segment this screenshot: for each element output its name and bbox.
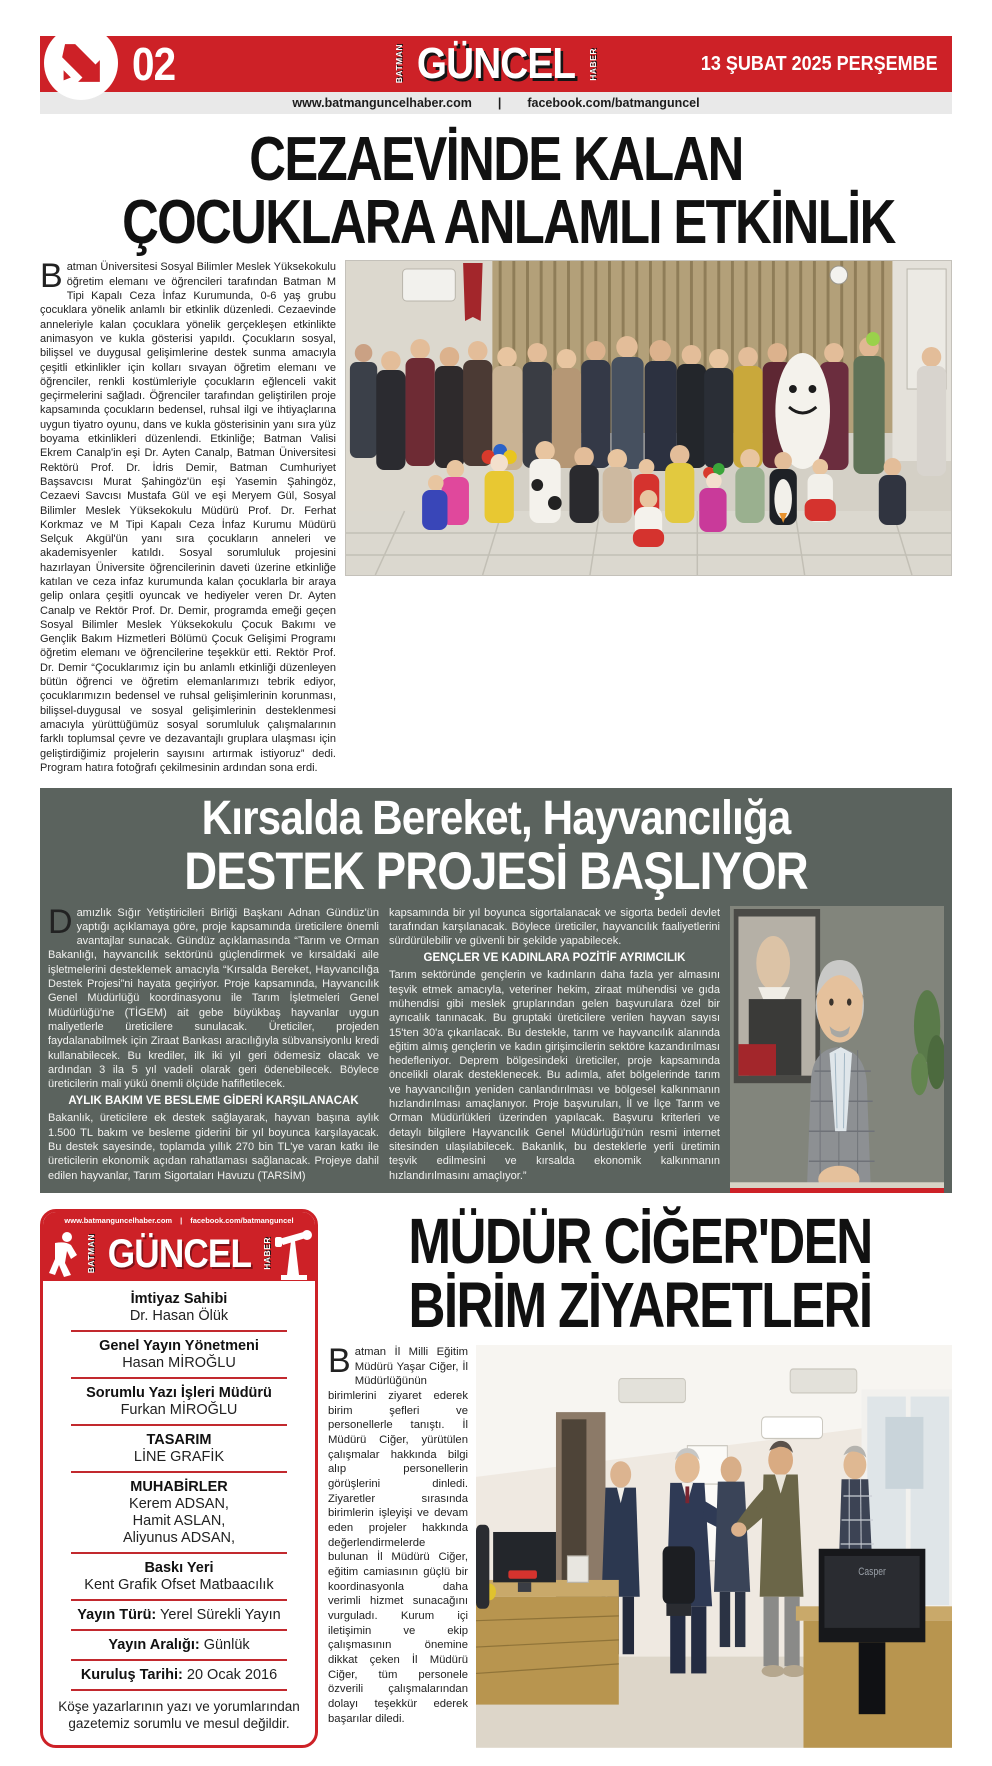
imprint-inline-value: Yerel Sürekli Yayın — [160, 1606, 281, 1623]
imprint-url-separator: | — [180, 1215, 183, 1225]
article2-col2-paragraph2: Tarım sektöründe gençlerin ve kadınların daha fazla yer almasını teşvik etmek amacıyla, veteriner hekim, ziraat mühendisi ve gıda mühendisi gibi meslek gruplarından gelen başvurulara özel bir ayrıcalık tanınacak. Bu gruptaki üreticilere verilen hayvan sayısı 15'ten 30'a çıkarılacak. Bu destekle, tarım ve hayvancılık alanında eğitim almış gençlerin ve kadın girişimcilerin sektöre kazandırılması hedefleniyor. Deprem bölgesindeki üreticiler, proje kapsamında öncelikli olarak desteklenecek. Bu adımla, afet bölgelerinde tarım ve hayvancılığın yeniden canlandırılması ve bölgesel kalkınmanın hızlandırılması amaçlanıyor. Proje başvuruları, İl ve İlçe Tarım ve Orman Müdürlükleri üzerinden yapılacak. Başvuru kriterleri ve detaylı bilgilere Hayvancılık Genel Müdürlüğü'nün resmi internet sitesinden ulaşılabilecek. Bakanlık, bu desteklerle yerli üretimin teşvik edilmesini ve kırsalda ekonomik kalkınmanın hızlandırılmasını amaçlıyor.” — [389, 969, 720, 1182]
imprint-divider — [71, 1552, 287, 1554]
imprint-inline-label: Yayın Aralığı: — [108, 1636, 200, 1653]
portrait-photo-illustration — [730, 906, 944, 1188]
imprint-label: Sorumlu Yazı İşleri Müdürü — [86, 1384, 272, 1401]
article1-headline — [40, 125, 952, 258]
imprint-label: TASARIM — [146, 1431, 212, 1448]
article2-col2-paragraph1: kapsamında bir yıl boyunca sigortalanacak ve sigorta bedeli devlet tarafından karşılanacak. Böylece üreticiler, hayvancılık faaliyetlerini sürdürülebilir ve güvenli bir şekilde yapabilecek. — [389, 906, 720, 948]
section3 — [40, 1204, 952, 1748]
article2-column2 — [389, 906, 720, 1193]
imprint-logo-haber: HABER — [262, 1237, 273, 1271]
article1-dropcap: B — [40, 257, 63, 296]
clown2-figure — [699, 463, 726, 532]
article2-block — [40, 788, 952, 1193]
article1-photo — [345, 260, 952, 576]
oil-pump-silhouette-icon — [273, 1229, 313, 1281]
article3-headline-line1: MÜDÜR CİĞER'DEN — [408, 1204, 872, 1277]
imprint-value: Hamit ASLAN, — [132, 1512, 226, 1529]
article2-photo — [730, 906, 944, 1193]
chair-back — [476, 1525, 489, 1609]
imprint-divider — [71, 1629, 287, 1631]
imprint-divider — [71, 1377, 287, 1379]
imprint-value: Hasan MİROĞLU — [122, 1354, 236, 1371]
imprint-divider — [71, 1659, 287, 1661]
article2-headline-line2: DESTEK PROJESİ BAŞLIYOR — [184, 841, 808, 901]
article3-headline-line2: BİRİM ZİYARETLERİ — [408, 1268, 872, 1341]
clock-icon — [830, 266, 848, 284]
website-url: www.batmanguncelhaber.com — [292, 96, 472, 110]
imprint-divider — [71, 1330, 287, 1332]
imprint-body — [43, 1281, 315, 1745]
logo-batman-label: BATMAN — [394, 44, 405, 84]
imprint-divider — [71, 1689, 287, 1691]
imprint-inline-label: Kuruluş Tarihi: — [80, 1666, 183, 1683]
imprint-value: Aliyunus ADSAN, — [122, 1529, 236, 1546]
imprint-value: Dr. Hasan Ölük — [129, 1307, 229, 1324]
tooth-mascot — [775, 353, 830, 469]
article1-body — [40, 257, 336, 775]
handshake — [731, 1522, 746, 1536]
logo-haber-label: HABER — [587, 47, 598, 81]
group-photo-illustration — [346, 261, 951, 575]
office-chair — [663, 1546, 695, 1616]
imprint-inline-row — [51, 1637, 307, 1653]
clown-figure — [482, 444, 517, 523]
imprint-value: Furkan MİROĞLU — [120, 1401, 238, 1418]
imprint-inline-value: Günlük — [203, 1636, 250, 1653]
article1 — [40, 257, 952, 775]
imprint-website-url: www.batmanguncelhaber.com — [64, 1215, 173, 1225]
logo-main-label: GÜNCEL — [416, 39, 576, 88]
imprint-divider — [71, 1424, 287, 1426]
article2-headline-line1: Kırsalda Bereket, Hayvancılığa — [201, 792, 791, 846]
article2-column1 — [48, 902, 379, 1193]
arrow-badge — [44, 26, 118, 100]
imprint-value: Kent Grafik Ofset Matbaacılık — [84, 1576, 274, 1593]
imprint-divider — [71, 1471, 287, 1473]
imprint-box — [40, 1209, 318, 1748]
ac-unit — [762, 1417, 823, 1439]
imprint-logo — [43, 1227, 315, 1281]
flag-icon — [463, 263, 483, 321]
imprint-value: LİNE GRAFİK — [133, 1448, 225, 1465]
article1-headline-line2: ÇOCUKLARA ANLAMLI ETKİNLİK — [122, 188, 895, 258]
article3-body — [328, 1341, 468, 1748]
page-number: 02 — [132, 38, 176, 90]
article1-headline-line1: CEZAEVİNDE KALAN — [249, 125, 743, 194]
imprint-label: Genel Yayın Yönetmeni — [99, 1337, 259, 1354]
imprint-label: MUHABİRLER — [130, 1478, 228, 1495]
article2-dropcap: D — [48, 902, 73, 941]
monitor-brand-text: Casper — [858, 1566, 886, 1579]
issue-date: 13 ŞUBAT 2025 PERŞEMBE — [700, 52, 938, 75]
imprint-inline-row — [51, 1667, 307, 1683]
article1-text: atman Üniversitesi Sosyal Bilimler Meslek Yüksekokulu öğretim elemanı ve öğrencileri tarafından Batman M Tipi Kapalı Ceza İnfaz Kurumunda, 0-6 yaş grubu çocuklara yönelik anlamlı bir etkinlik düzenledi. Cezaevinde anneleriyle kalan çocuklara yönelik gerçekleşen etkinlikte animasyon ve kukla gösterisi yapıldı. Çocukların sosyal, bilişsel ve duygusal gelişimlerine destek sunma amacıyla çeşitli etkinlikler için kolları sıvayan öğretim elemanı ve öğrenciler, renkli kostümleriyle çocukların eğlenceli vakit geçirmelerini sağladı. Öğrenciler tarafından geliştirilen proje kapsamında çocukların bedensel, ruhsal ilgi ve ihtiyaçlarına uygun tiyatro oyunu, dans ve kukla gösterisinin yanı sıra yüz boyama etkinlikleri düzenlendi. Etkinliğe; Batman Valisi Ekrem Canalp'in eşi Dr. Ayten Canalp, Batman Üniversitesi Rektörü Prof. Dr. İdris Demir, Batman Cumhuriyet Başsavcısı Murat Şahingöz'ün eşi Yasemin Şahingöz, Cezaevi Savcısı Mustafa Gül ve eşi Meryem Gül, Sosyal Bilimler Meslek Yüksekokulu Müdürü Prof. Dr. Ferhat Korkmaz ve M Tipi Kapalı Ceza İnfaz Kurumu Müdürü Selçuk Akgül'ün yanı sıra çocukların anneleri ve akademisyenler katıldı. Sosyal sorumluluk projesini hazırlayan Üniversite öğrencilerinin daveti üzerine etkinliğe katılan ve ceza infaz kurumunda kalan çocuklarla bir araya gelip onlara çeşitli oyuncak ve hediyeler veren Dr. Ayten Canalp ve Rektör Prof. Dr. Demir, programda emeği geçen Sosyal Bilimler Meslek Yüksekokulu Çocuk Bakımı ve Gençlik Bakım Hizmetleri Bölümü Çocuk Gelişimi Programı öğretim elemanı ve öğrencilerine teşekkür etti. Rektör Prof. Dr. Demir “Çocuklarımız için bu anlamlı etkinliği düzenleyen bütün öğrenci ve öğretim elemanlarımızı tebrik ediyor, çocuklarımızın bedensel ve ruhsal gelişimlerinin korunması, bilişsel-duygusal ve sosyal gelişimlerinin desteklenmesi amacıyla yürüttüğümüz sosyal sorumluluk çalışmalarının farklı toplumsal çevre ve dezavantajlı gruplara ulaşması için geliştirdiğimiz projelerin sayısını artırmak istiyoruz” dedi. Program hatıra fotoğrafı çekilmesinin ardından sona erdi. — [40, 261, 336, 774]
article3 — [328, 1204, 952, 1748]
header-bar — [40, 36, 952, 92]
facebook-url: facebook.com/batmanguncel — [527, 96, 700, 110]
imprint-facebook-url: facebook.com/batmanguncel — [190, 1215, 294, 1225]
dancer-silhouette-icon — [47, 1229, 81, 1279]
photo-red-rule — [730, 1188, 944, 1193]
imprint-value: Kerem ADSAN, — [129, 1495, 229, 1512]
imprint-logo-main: GÜNCEL — [107, 1231, 251, 1276]
url-separator: | — [497, 96, 502, 110]
imprint-disclaimer: Köşe yazarlarının yazı ve yorumlarından gazetemiz sorumlu ve mesul değildir. — [58, 1698, 300, 1731]
imprint-inline-label: Yayın Türü: — [77, 1606, 157, 1623]
newspaper-logo — [394, 39, 598, 88]
url-bar — [40, 92, 952, 114]
imprint-url-bar — [43, 1212, 315, 1227]
ataturk-portrait — [734, 909, 820, 1083]
article2-col2-subhead: GENÇLER VE KADINLARA POZİTİF AYRIMCILIK — [423, 952, 686, 965]
imprint-logo-batman: BATMAN — [85, 1234, 96, 1274]
article2-col1-paragraph2: Bakanlık, üreticilere ek destek sağlayarak, hayvan başına aylık 1.500 TL bakım ve besleme giderini bir yıl boyunca karşılayacak. Bu destek sayesinde, toplamda yıllık 270 bin TL'ye varan katkı ile üreticilerin ekonomik açıdan rahatlaması sağlanacak. Projeye dahil edilen hayvanlar, Tarım Sigortaları Havuzu (TARSİM) — [48, 1112, 379, 1182]
imprint-inline-row — [51, 1607, 307, 1623]
article3-dropcap: B — [328, 1341, 351, 1380]
article3-text: atman İl Milli Eğitim Müdürü Yaşar Ciğer, İl Müdürlüğünün birimlerini ziyaret ederek birim şefleri ve personellerle tanıştı. İl Müdürü Ciğer, yürütülen çalışmalar hakkında bilgi alıp personellerin görüşlerini dinledi. Ziyaretler sırasında birimlerin işleyişi ve devam eden projeler hakkında değerlendirmelerde bulunan İl Müdürü Ciğer, eğitim camiasının güçlü bir koordinasyonla daha verimli hizmet sunacağını vurguladı. Kurum içi iletişimin ve ekip çalışmasının önemine dikkat çeken İl Müdürü Ciğer, tüm personele özverili çalışmalarından dolayı teşekkür ederek başarılar diledi. — [328, 1345, 468, 1725]
imprint-divider — [71, 1599, 287, 1601]
imprint-label: Baskı Yeri — [144, 1559, 214, 1576]
article2-col1-paragraph1: amızlık Sığır Yetiştiricileri Birliği Başkanı Adnan Gündüz'ün yaptığı açıklamaya göre, proje kapsamında üreticilere önemli avantajlar sunacak. Gündüz açıklamasında “Tarım ve Orman Bakanlığı, hayvancılık sektörünü güçlendirmek ve kırsaldaki aile işletmelerini desteklemek amacıyla “Kırsalda Bereket, Hayvancılığa Destek Projesi”ni hayata geçiriyor. Proje kapsamında, Hayvancılık Genel Müdürlüğü koordinasyonu ile Tarım İşletmeleri Genel Müdürlüğü'ne (TİGEM) ait gebe büyükbaş hayvanlar uygun maliyetlerle üreticilere sunulacak. Üreticiler, projeden faydalanabilmek için Ziraat Bankası aracılığıyla sübvansiyonlu kredi kullanabilecek. Bu krediler, ilk iki yıl geri ödemesiz olacak ve ardından 3 ila 5 yıl vadeli olarak geri ödenebilecek. Böylece üreticilerin mali yükü önemli ölçüde hafifletilecek. — [48, 906, 379, 1091]
article3-photo — [476, 1345, 952, 1748]
imprint-label: İmtiyaz Sahibi — [130, 1290, 228, 1307]
imprint-inline-value: 20 Ocak 2016 — [186, 1666, 278, 1683]
article2-col1-subhead: AYLIK BAKIM VE BESLEME GİDERİ KARŞILANACAK — [68, 1095, 359, 1108]
arrow-down-right-icon — [52, 34, 110, 92]
office-photo-illustration — [476, 1345, 952, 1748]
